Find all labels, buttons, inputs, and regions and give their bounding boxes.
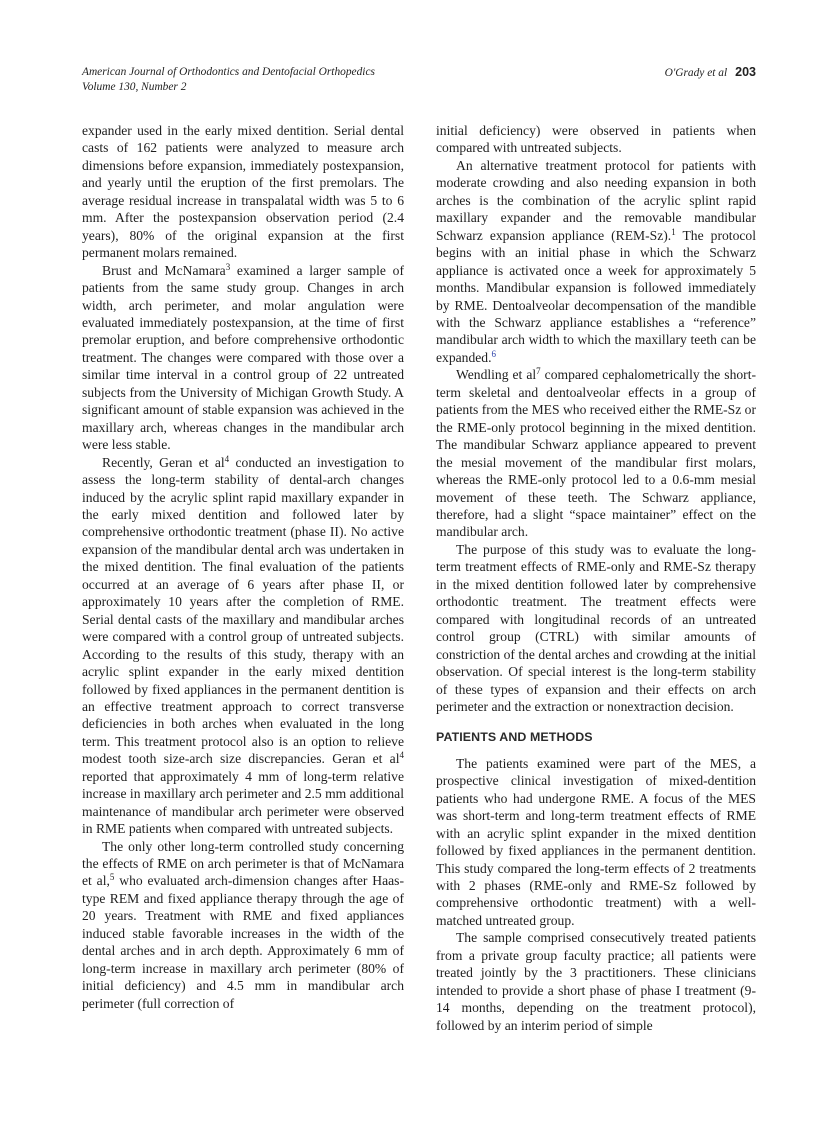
reference-marker[interactable]: 7 — [536, 366, 541, 377]
paragraph — [82, 838, 404, 1013]
reference-marker[interactable]: 5 — [109, 872, 115, 883]
paragraph — [436, 366, 756, 541]
section-heading: PATIENTS AND METHODS — [436, 730, 593, 745]
paragraph-text: An alternative treatment protocol for patients with moderate crowding and also needing expansion in both arches is the combination of the acrylic splint rapid maxillary expander and the removable mandibular Schwarz expansion appliance (REM-Sz). — [436, 157, 756, 243]
paragraph: initial deficiency) were observed in patients when compared with untreated subjects. — [436, 123, 756, 156]
page-header-right — [665, 65, 756, 81]
paragraph-text: conducted an investigation to assess the long-term stability of dental-arch changes induced by the acrylic splint rapid maxillary expander in the early mixed dentition and followed later by comprehensive orthodontic treatment (phase II). No active expansion of the mandibular dental arch was undertaken in the mixed dentition. The final evaluation of the patients occurred at an average of 6 years after phase II, or approximately 10 years after the completion of RME. Serial dental casts of the maxillary and mandibular arches were compared with a control group of untreated subjects. According to the results of this study, therapy with an acrylic splint expander in the early mixed dentition followed by fixed appliances in the permanent dentition is an effective treatment approach to correct transverse deficiencies in both arches when evaluated in the long term. This treatment protocol also is an option to relieve modest tooth size-arch size discrepancies. Geran et al — [82, 454, 404, 767]
journal-title: American Journal of Orthodontics and Dentofacial Orthopedics — [82, 66, 375, 78]
paragraph — [82, 454, 404, 838]
paragraph — [82, 262, 404, 454]
paragraph-text: Recently, Geran et al — [102, 454, 225, 470]
paragraph-text: compared cephalometrically the short-term skeletal and dentoalveolar effects in a group of patients from the MES who received either the RME-Sz or the RME-only protocol beginning in the mixed dentition. The mandibular Schwarz appliance appeared to prevent the mesial movement of the mandibular first molars, whereas the RME-only protocol led to a 0.6-mm mesial movement of these teeth. The Schwarz appliance, therefore, had a slight “space maintainer” effect on the mandibular arch. — [436, 367, 757, 540]
paragraph: The patients examined were part of the MES, a prospective clinical investigation of mixed-dentition patients who had undergone RME. A focus of the MES was short-term and long-term treatment effects of RME with an acrylic splint expander in the mixed dentition followed by fixed appliances in the permanent dentition. This study compared the long-term effects of 2 treatments with 2 phases (RME-only and RME-Sz followed by comprehensive orthodontic treatment) with a well-matched untreated group. — [436, 755, 756, 928]
paragraph-text: who evaluated arch-dimension changes after Haas-type REM and fixed appliance therapy through the age of 20 years. Treatment with RME and fixed appliances induced stable favorable increases in the width of the dental arches and in arch depth. Approximately 6 mm of long-term increase in maxillary arch perimeter (80% of initial deficiency) and 4.5 mm in mandibular arch perimeter (full correction of — [82, 873, 404, 1011]
reference-link[interactable]: 6 — [491, 348, 496, 359]
left-column — [82, 122, 404, 1012]
paragraph: The purpose of this study was to evaluate the long-term treatment effects of RME-only and RME-Sz therapy in the mixed dentition followed later by comprehensive orthodontic treatment. The treatment effects were compared with longitudinal records of an untreated control group (CTRL) with similar amounts of constriction of the dental arches and crowding at the initial observation. Of special interest is the long-term stability of these types of expansion and their effects on arch perimeter and the extraction or nonextraction decision. — [436, 541, 756, 714]
paragraph-text: The protocol begins with an initial phase in which the Schwarz appliance is activated once a week for approximately 5 months. Mandibular expansion is followed immediately by RME. Dentoalveolar decompensation of the mandible with the Schwarz appliance establishes a “reference” mandibular arch width to which the maxillary teeth can be expanded. — [436, 227, 756, 365]
paragraph: expander used in the early mixed dentition. Serial dental casts of 162 patients were analyzed to measure arch dimensions before expansion, immediately postexpansion, and yearly until the eruption of the first premolars. The average residual increase in transpalatal width was 5 to 6 mm. After the postexpansion observation period (2.4 years), 80% of the original expansion at the first permanent molars remained. — [82, 123, 404, 261]
paragraph — [436, 157, 756, 366]
reference-marker[interactable]: 4 — [224, 453, 230, 464]
paragraph-text: Wendling et al — [456, 367, 537, 383]
paragraph-text: examined a larger sample of patients from the same study group. Changes in arch width, arch perimeter, and molar angulation were evaluated immediately postexpansion, at the time of first premolar eruption, and before comprehensive orthodontic treatment. The changes were compared with those over a similar time interval in a control group of 22 untreated subjects from the University of Michigan Growth Study. A significant amount of stable expansion was achieved in the maxillary arch, whereas changes in the mandibular arch were less stable. — [82, 262, 404, 453]
paragraph-text: Brust and McNamara — [102, 262, 226, 278]
journal-volume: Volume 130, Number 2 — [82, 80, 187, 93]
journal-citation — [82, 65, 375, 94]
paragraph-text: The only other long-term controlled study concerning the effects of RME on arch perimeter is that of McNamara et al, — [82, 838, 404, 889]
reference-marker[interactable]: 1 — [671, 226, 676, 237]
page-number: 203 — [735, 65, 756, 79]
reference-marker[interactable]: 3 — [225, 261, 231, 272]
right-column — [436, 122, 756, 1034]
paragraph-text: reported that approximately 4 mm of long-term relative increase in maxillary arch perimeter and 2.5 mm additional maintenance of mandibular arch perimeter were observed in RME patients when compared with untreated subjects. — [82, 768, 404, 837]
paragraph: The sample comprised consecutively treated patients from a private group faculty practice; all patients were treated jointly by the 3 practitioners. These clinicians intended to provide a short phase of phase I treatment (9-14 months, depending on the treatment protocol), followed by an interim period of simple — [436, 930, 756, 1033]
reference-marker[interactable]: 4 — [399, 750, 404, 761]
article-authors: O'Grady et al — [664, 67, 728, 79]
